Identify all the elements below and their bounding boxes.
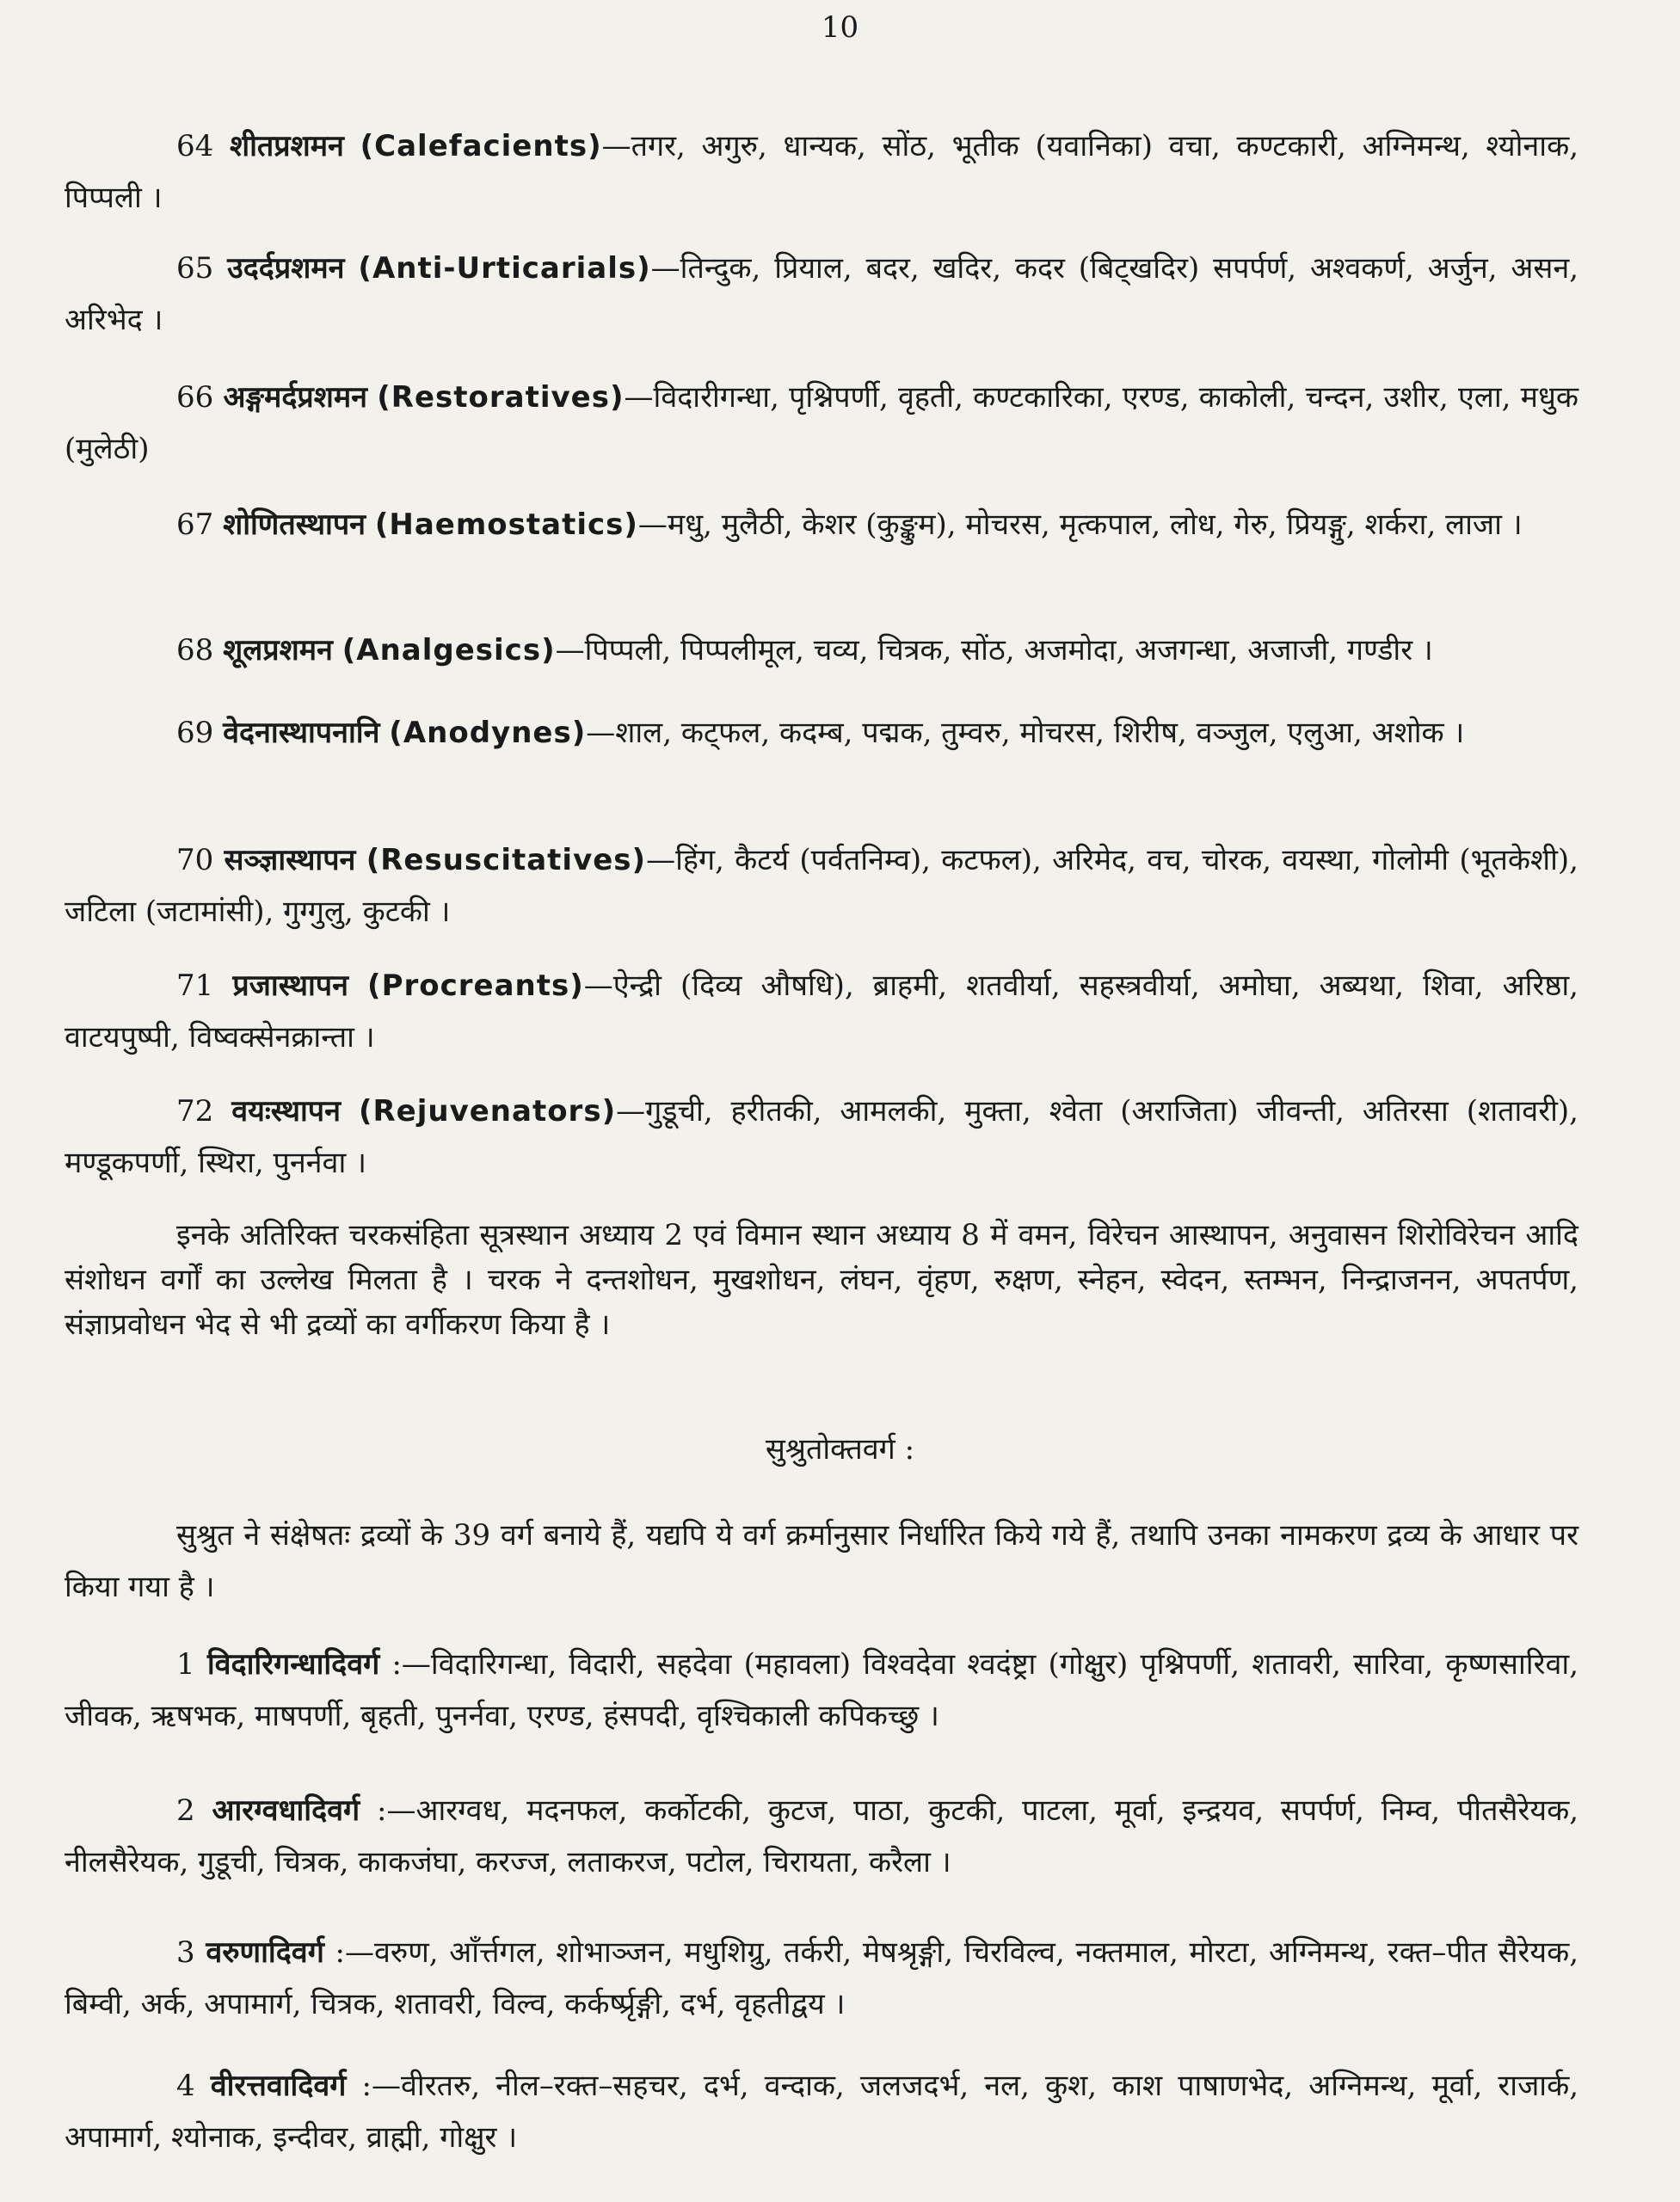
sushruta-entry-1: 1 विदारिगन्धादिवर्ग :—विदारिगन्धा, विदारी, सहदेवा (महावला) विश्वदेवा श्वदंष्ट्रा (गोक्षुर) पृश्निपर्णी, शतावरी, सारिवा, कृष्णसारिवा, जीवक, ऋषभक, माषपर्णी, बृहती, पुनर्नवा, एरण्ड, हंसपदी, वृश्चिकाली कपिकच्छु । — [65, 1647, 1578, 1733]
charaka-entry-66: 66 अङ्गमर्दप्रशमन (Restoratives)—विदारीगन्धा, पृश्निपर्णी, वृहती, कण्टकारिका, एरण्ड, काकोली, चन्दन, उशीर, एला, मधुक (मुलेठी) — [65, 380, 1579, 466]
charaka-entry-67: 67 शोणितस्थापन (Haemostatics)—मधु, मुलैठी, केशर (कुङ्कुम), मोचरस, मृत्कपाल, लोध, गेरु, प्रियङ्गु, शर्करा, लाजा । — [176, 507, 1523, 542]
sushruta-intro: सुश्रुत ने संक्षेषतः द्रव्यों के 39 वर्ग बनाये हैं, यद्यपि ये वर्ग क्रर्मानुसार निर्धारित किये गये हैं, तथापि उनका नामकरण द्रव्य के आधार पर किया गया है । — [65, 1518, 1578, 1604]
sushruta-entry-2: 2 आरग्वधादिवर्ग :—आरग्वध, मदनफल, कर्कोटकी, कुटज, पाठा, कुटकी, पाटला, मूर्वा, इन्द्रयव, सपर्पर्ण, निम्व, पीतसैरेयक, नीलसैरेयक, गुडूची, चित्रक, काकजंघा, करज्ज, लताकरज, पटोल, चिरायता, करैला । — [65, 1793, 1578, 1879]
charaka-entry-64: 64 शीतप्रशमन (Calefacients)—तगर, अगुरु, धान्यक, सोंठ, भूतीक (यवानिका) वचा, कण्टकारी, अग्निमन्थ, श्योनाक, पिप्पली । — [65, 129, 1579, 215]
charaka-entry-72: 72 वयःस्थापन (Rejuvenators)—गुडूची, हरीतकी, आमलकी, मुक्ता, श्वेता (अराजिता) जीवन्ती, अतिरसा (शतावरी), मण्डूकपर्णी, स्थिरा, पुनर्नवा । — [65, 1094, 1578, 1180]
sushruta-entry-4: 4 वीरत्तवादिवर्ग :—वीरतरु, नील–रक्त–सहचर, दर्भ, वन्दाक, जलजदर्भ, नल, कुश, काश पाषाणभेद, अग्निमन्थ, मूर्वा, राजार्क, अपामार्ग, श्योनाक, इन्दीवर, व्राह्मी, गोक्षुर । — [65, 2069, 1579, 2155]
charaka-entry-71: 71 प्रजास्थापन (Procreants)—ऐन्द्री (दिव्य औषधि), ब्राहमी, शतवीर्या, सहस्त्रवीर्या, अमोघा, अब्यथा, शिवा, अरिष्ठा, वाटयपुष्पी, विष्वक्सेनक्रान्ता । — [65, 969, 1578, 1055]
charaka-entry-68: 68 शूलप्रशमन (Analgesics)—पिप्पली, पिप्पलीमूल, चव्य, चित्रक, सोंठ, अजमोदा, अजगन्धा, अजाजी, गण्डीर । — [176, 633, 1433, 667]
additional-paragraph: इनके अतिरिक्त चरकसंहिता सूत्रस्थान अध्याय 2 एवं विमान स्थान अध्याय 8 में वमन, विरेचन आस्थापन, अनुवासन शिरोविरेचन आदि संशोधन वर्गों का उल्लेख मिलता है । चरक ने दन्तशोधन, मुखशोधन, लंघन, वृंहण, रुक्षण, स्नेहन, स्वेदन, स्तम्भन, निन्द्राजनन, अपतर्पण, संज्ञाप्रवोधन भेद से भी द्रव्यों का वर्गीकरण किया है । — [65, 1218, 1578, 1342]
charaka-entry-70: 70 सञ्ज्ञास्थापन (Resuscitatives)—हिंग, कैटर्य (पर्वतनिम्व), कटफल), अरिमेद, वच, चोरक, वयस्था, गोलोमी (भूतकेशी), जटिला (जटामांसी), गुग्गुलु, कुटकी । — [65, 843, 1578, 929]
page-number: 10 — [821, 10, 859, 45]
sushruta-entry-3: 3 वरुणादिवर्ग :—वरुण, आँर्त्तगल, शोभाञ्जन, मधुशिग्रु, तर्करी, मेषश्रृङ्गी, चिरविल्व, नक्तमाल, मोरटा, अग्निमन्थ, रक्त–पीत सैरेयक, बिम्वी, अर्क, अपामार्ग, चित्रक, शतावरी, विल्व, कर्कर्ष्प्रृङ्गी, दर्भ, वृहतीद्वय । — [65, 1935, 1578, 2021]
charaka-entry-69: 69 वेदनास्थापनानि (Anodynes)—शाल, कट्फल, कदम्ब, पद्मक, तुम्वरु, मोचरस, शिरीष, वञ्जुल, एलुआ, अशोक । — [176, 716, 1465, 750]
section-heading-sushruta: सुश्रुतोक्तवर्ग : — [765, 1432, 915, 1467]
charaka-entry-65: 65 उदर्दप्रशमन (Anti-Urticarials)—तिन्दुक, प्रियाल, बदर, खदिर, कदर (बिट्खदिर) सपर्पर्ण, अश्वकर्ण, अर्जुन, असन, अरिभेद । — [65, 251, 1579, 337]
